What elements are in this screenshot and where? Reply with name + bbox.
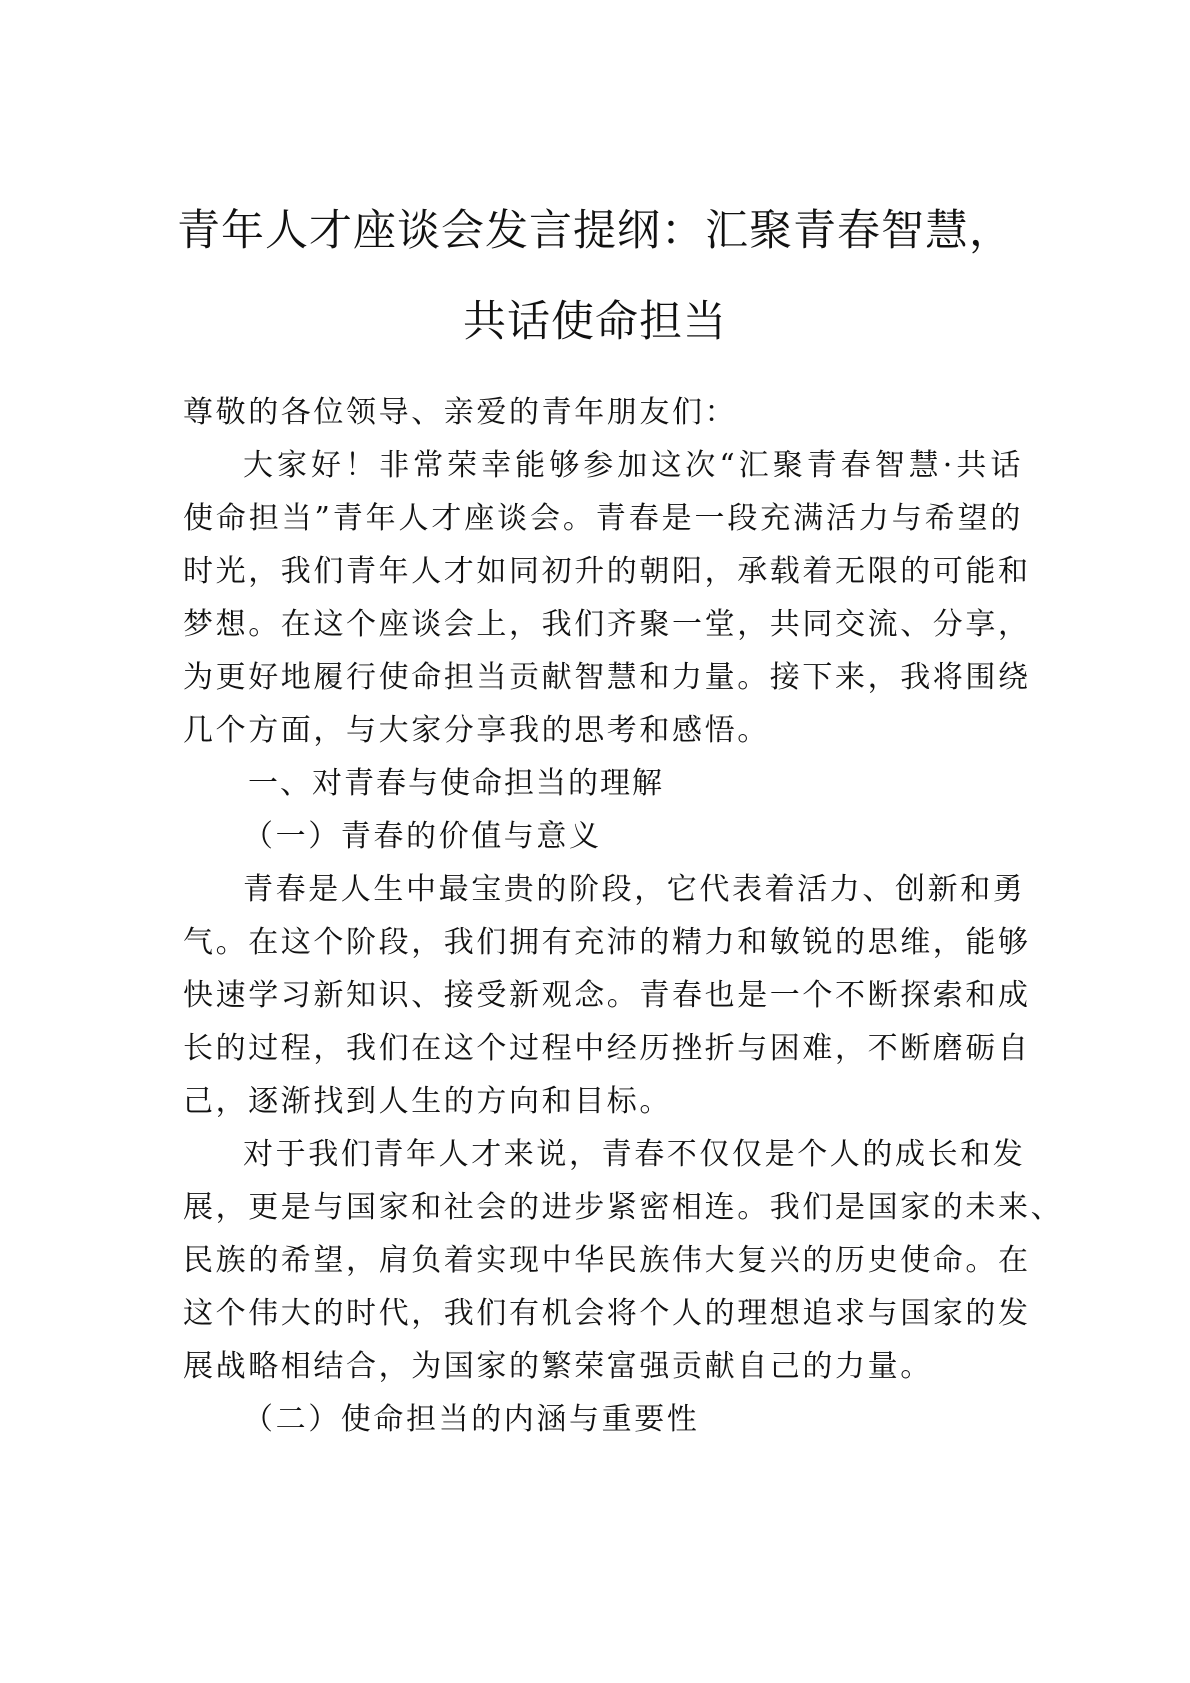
section-heading: 一、对青春与使命担当的理解 [248, 766, 664, 801]
document-title-line-2: 共话使命担当 [463, 297, 727, 347]
paragraph-line: 展战略相结合，为国家的繁荣富强贡献自己的力量。 [183, 1349, 933, 1384]
paragraph-line: 青春是人生中最宝贵的阶段，它代表着活力、创新和勇 [243, 872, 1026, 907]
intro-line: 为更好地履行使命担当贡献智慧和力量。接下来，我将围绕 [183, 660, 1031, 695]
paragraph-line: 对于我们青年人才来说，青春不仅仅是个人的成长和发 [243, 1137, 1026, 1172]
paragraph-line: 己，逐渐找到人生的方向和目标。 [183, 1084, 672, 1119]
paragraph-line: 展，更是与国家和社会的进步紧密相连。我们是国家的未来、 [183, 1190, 1064, 1225]
paragraph-line: 气。在这个阶段，我们拥有充沛的精力和敏锐的思维，能够 [183, 925, 1031, 960]
intro-line: 时光，我们青年人才如同初升的朝阳，承载着无限的可能和 [183, 554, 1031, 589]
intro-line: 大家好！非常荣幸能够参加这次“汇聚青春智慧·共话 [243, 448, 1023, 483]
salutation: 尊敬的各位领导、亲爱的青年朋友们： [183, 395, 738, 430]
paragraph-line: 民族的希望，肩负着实现中华民族伟大复兴的历史使命。在 [183, 1243, 1031, 1278]
intro-line: 使命担当”青年人才座谈会。青春是一段充满活力与希望的 [183, 501, 1023, 536]
intro-line: 梦想。在这个座谈会上，我们齐聚一堂，共同交流、分享， [183, 607, 1031, 642]
subsection-heading: （二）使命担当的内涵与重要性 [243, 1402, 700, 1437]
paragraph-line: 快速学习新知识、接受新观念。青春也是一个不断探索和成 [183, 978, 1031, 1013]
subsection-heading: （一）青春的价值与意义 [243, 819, 602, 854]
paragraph-line: 长的过程，我们在这个过程中经历挫折与困难，不断磨砺自 [183, 1031, 1031, 1066]
intro-line: 几个方面，与大家分享我的思考和感悟。 [183, 713, 770, 748]
document-title-line-1: 青年人才座谈会发言提纲：汇聚青春智慧， [177, 206, 1013, 256]
paragraph-line: 这个伟大的时代，我们有机会将个人的理想追求与国家的发 [183, 1296, 1031, 1331]
